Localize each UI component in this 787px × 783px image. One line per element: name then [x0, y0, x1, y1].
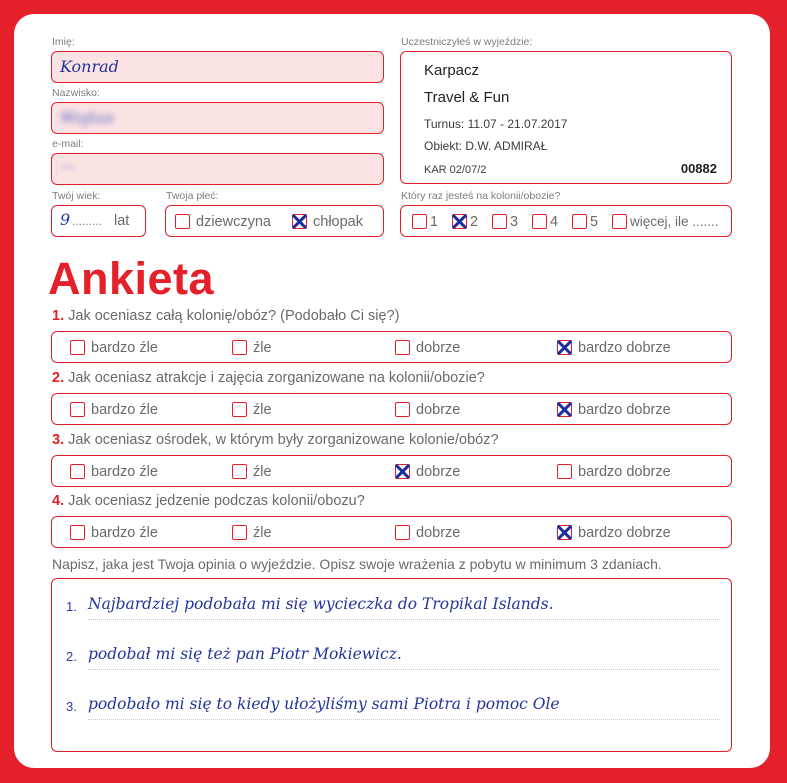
rating-row-2: [51, 393, 732, 425]
gender-label: Twoja płeć:: [166, 190, 219, 202]
which-time-label: Który raz jesteś na kolonii/obozie?: [401, 190, 561, 202]
email-field[interactable]: [51, 153, 384, 185]
stay-turnus: Turnus: 11.07 - 21.07.2017: [424, 117, 568, 131]
question-number: 4.: [52, 493, 65, 509]
opinion-line-number: 2.: [66, 649, 77, 664]
surname-value: Wojtas: [60, 108, 115, 127]
rating-label: dobrze: [416, 401, 461, 418]
rating-row-1: [51, 331, 732, 363]
opinion-line-1: [66, 593, 720, 620]
question-2: [52, 370, 485, 386]
rating-checkbox[interactable]: [557, 340, 572, 355]
rating-option[interactable]: [395, 339, 460, 357]
stay-organizer: Travel & Fun: [424, 89, 510, 106]
which-time-label-2: 2: [470, 213, 479, 230]
rating-checkbox[interactable]: [232, 464, 247, 479]
gender-male-checkbox[interactable]: [292, 214, 307, 229]
stay-obiekt: Obiekt: D.W. ADMIRAŁ: [424, 139, 548, 153]
gender-male-label: chłopak: [313, 213, 363, 230]
opinion-line-number: 1.: [66, 599, 77, 614]
which-time-label-5: 5: [590, 213, 599, 230]
gender-group: [165, 205, 384, 237]
name-label: Imię:: [52, 36, 75, 48]
question-4: [52, 493, 365, 509]
rating-row-3: [51, 455, 732, 487]
email-label: e-mail:: [52, 138, 84, 150]
rating-checkbox[interactable]: [70, 340, 85, 355]
rating-label: źle: [253, 463, 272, 480]
opinion-line-text: podobało mi się to kiedy ułożyliśmy sami Piotra i pomoc Ole: [88, 695, 560, 713]
rating-label: źle: [253, 339, 272, 356]
rating-option[interactable]: [395, 401, 460, 419]
rating-option[interactable]: [70, 463, 158, 481]
opinion-line-text: Najbardziej podobała mi się wycieczka do Tropikal Islands.: [88, 595, 554, 613]
age-dots: .........: [72, 214, 103, 228]
rating-label: bardzo źle: [91, 463, 158, 480]
age-field[interactable]: [51, 205, 146, 237]
rating-label: bardzo źle: [91, 401, 158, 418]
rating-checkbox[interactable]: [232, 402, 247, 417]
name-value: Konrad: [60, 57, 119, 76]
which-time-label-3: 3: [510, 213, 519, 230]
opinion-line-text: podobał mi się też pan Piotr Mokiewicz.: [88, 645, 402, 663]
survey-title: Ankieta: [48, 253, 215, 304]
which-time-checkbox[interactable]: [412, 214, 427, 229]
which-time-option-1[interactable]: [412, 213, 438, 231]
email-value: —: [60, 159, 74, 175]
question-number: 3.: [52, 432, 65, 448]
stay-label: Uczestniczyłeś w wyjeździe:: [401, 36, 533, 48]
opinion-line-2: [66, 643, 720, 670]
rating-label: bardzo źle: [91, 339, 158, 356]
rating-checkbox[interactable]: [70, 464, 85, 479]
question-text: Jak oceniasz całą kolonię/obóz? (Podobało Ci się?): [68, 308, 400, 324]
rating-label: dobrze: [416, 339, 461, 356]
rating-option[interactable]: [557, 463, 671, 481]
question-1: [52, 308, 399, 324]
rating-label: bardzo dobrze: [578, 524, 671, 541]
gender-female-option[interactable]: [175, 213, 271, 231]
rating-option[interactable]: [70, 339, 158, 357]
rating-row-4: [51, 516, 732, 548]
surname-field[interactable]: [51, 102, 384, 134]
rating-option[interactable]: [70, 401, 158, 419]
name-field[interactable]: [51, 51, 384, 83]
stay-code: KAR 02/07/2: [424, 164, 487, 176]
stay-place: Karpacz: [424, 62, 480, 79]
which-time-checkbox[interactable]: [572, 214, 587, 229]
rating-option[interactable]: [70, 524, 158, 542]
question-number: 2.: [52, 370, 65, 386]
which-time-option-3[interactable]: [492, 213, 518, 231]
which-time-label-4: 4: [550, 213, 559, 230]
rating-label: dobrze: [416, 463, 461, 480]
rating-label: bardzo dobrze: [578, 401, 671, 418]
rating-option[interactable]: [557, 401, 671, 419]
question-number: 1.: [52, 308, 65, 324]
rating-label: dobrze: [416, 524, 461, 541]
rating-checkbox[interactable]: [232, 525, 247, 540]
which-time-checkbox[interactable]: [532, 214, 547, 229]
stay-info-box: [400, 51, 732, 184]
age-value: 9: [60, 210, 71, 229]
opinion-line-number: 3.: [66, 699, 77, 714]
question-text: Jak oceniasz ośrodek, w którym były zorganizowane kolonie/obóz?: [68, 432, 499, 448]
opinion-line-3: [66, 693, 720, 720]
which-time-option-more[interactable]: [612, 213, 719, 231]
which-time-label-1: 1: [430, 213, 439, 230]
rating-label: źle: [253, 401, 272, 418]
age-unit: lat: [114, 213, 130, 229]
rating-label: bardzo źle: [91, 524, 158, 541]
rating-option[interactable]: [557, 524, 671, 542]
rating-label: bardzo dobrze: [578, 463, 671, 480]
rating-checkbox[interactable]: [70, 402, 85, 417]
rating-option[interactable]: [395, 524, 460, 542]
which-time-option-5[interactable]: [572, 213, 598, 231]
surname-label: Nazwisko:: [52, 87, 100, 99]
which-time-option-2[interactable]: [452, 213, 478, 231]
rating-checkbox[interactable]: [557, 402, 572, 417]
rating-option[interactable]: [557, 339, 671, 357]
survey-card: [14, 14, 770, 768]
which-time-checkbox[interactable]: [492, 214, 507, 229]
rating-checkbox[interactable]: [395, 340, 410, 355]
which-time-checkbox[interactable]: [452, 214, 467, 229]
rating-label: źle: [253, 524, 272, 541]
rating-label: bardzo dobrze: [578, 339, 671, 356]
which-time-group: [400, 205, 732, 237]
rating-checkbox[interactable]: [70, 525, 85, 540]
rating-option[interactable]: [232, 463, 272, 481]
rating-checkbox[interactable]: [395, 402, 410, 417]
question-text: Jak oceniasz atrakcje i zajęcia zorganizowane na kolonii/obozie?: [68, 370, 485, 386]
which-time-checkbox[interactable]: [612, 214, 627, 229]
question-3: [52, 432, 499, 448]
opinion-box[interactable]: [51, 578, 732, 752]
gender-male-option[interactable]: [292, 213, 363, 231]
which-time-label-more: więcej, ile .......: [630, 214, 719, 230]
opinion-prompt: Napisz, jaka jest Twoja opinia o wyjeździe. Opisz swoje wrażenia z pobytu w minimum 3 zdaniach.: [52, 556, 662, 572]
gender-female-label: dziewczyna: [196, 213, 271, 230]
rating-option[interactable]: [232, 339, 272, 357]
stay-number: 00882: [680, 161, 717, 176]
gender-female-checkbox[interactable]: [175, 214, 190, 229]
rating-checkbox[interactable]: [232, 340, 247, 355]
rating-checkbox[interactable]: [395, 525, 410, 540]
rating-option[interactable]: [395, 463, 460, 481]
question-text: Jak oceniasz jedzenie podczas kolonii/obozu?: [68, 493, 365, 509]
rating-checkbox[interactable]: [395, 464, 410, 479]
rating-checkbox[interactable]: [557, 525, 572, 540]
rating-checkbox[interactable]: [557, 464, 572, 479]
rating-option[interactable]: [232, 524, 272, 542]
age-label: Twój wiek:: [52, 190, 101, 202]
rating-option[interactable]: [232, 401, 272, 419]
which-time-option-4[interactable]: [532, 213, 558, 231]
